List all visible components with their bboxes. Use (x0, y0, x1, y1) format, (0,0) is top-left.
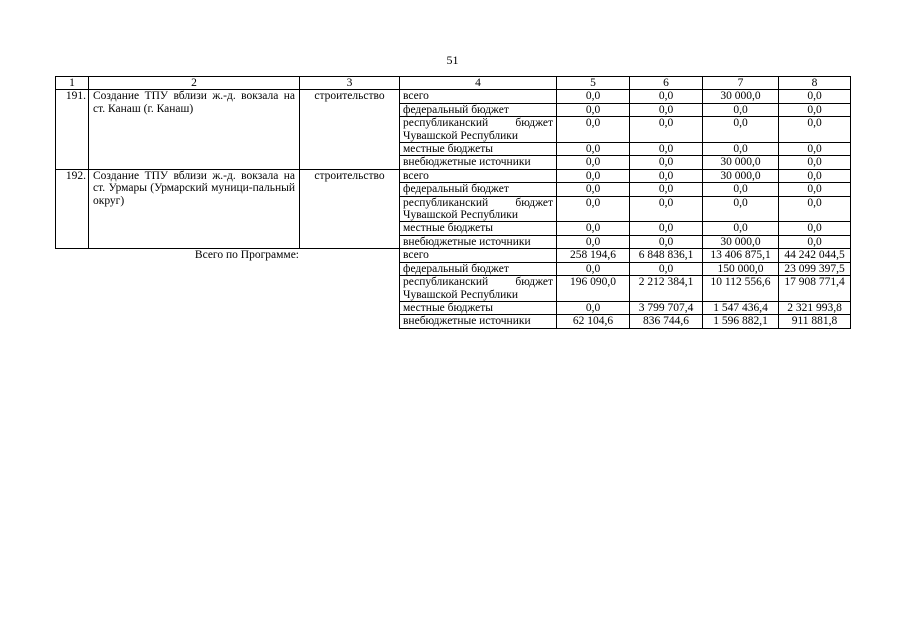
amount-cell: 0,0 (630, 156, 703, 169)
table-row (56, 249, 851, 262)
amount-cell: 911 881,8 (779, 315, 851, 328)
amount-cell: 0,0 (557, 117, 630, 143)
amount-cell: 0,0 (557, 103, 630, 116)
amount-cell: 0,0 (630, 196, 703, 222)
column-header: 4 (400, 77, 557, 90)
project-name: Создание ТПУ вблизи ж.-д. вокзала на ст. Урмары (Урмарский муници-пальный округ) (89, 169, 300, 248)
amount-cell: 0,0 (703, 143, 779, 156)
column-header: 1 (56, 77, 89, 90)
table-row (56, 90, 851, 103)
amount-cell: 0,0 (557, 169, 630, 182)
funding-source: внебюджетные источники (400, 315, 557, 328)
amount-cell: 0,0 (779, 90, 851, 103)
program-total-label: Всего по Программе: (56, 249, 400, 328)
funding-source: внебюджетные источники (400, 235, 557, 248)
column-header: 7 (703, 77, 779, 90)
amount-cell: 0,0 (703, 117, 779, 143)
funding-source: местные бюджеты (400, 143, 557, 156)
funding-source: всего (400, 249, 557, 262)
amount-cell: 0,0 (557, 183, 630, 196)
amount-cell: 17 908 771,4 (779, 276, 851, 302)
amount-cell: 196 090,0 (557, 276, 630, 302)
amount-cell: 0,0 (779, 196, 851, 222)
amount-cell: 0,0 (557, 156, 630, 169)
amount-cell: 0,0 (630, 235, 703, 248)
amount-cell: 0,0 (779, 183, 851, 196)
amount-cell: 30 000,0 (703, 90, 779, 103)
funding-source: местные бюджеты (400, 301, 557, 314)
funding-source: республиканский бюджет Чувашской Республики (400, 276, 557, 302)
page-number: 51 (446, 53, 459, 67)
amount-cell: 150 000,0 (703, 262, 779, 275)
funding-source: внебюджетные источники (400, 156, 557, 169)
amount-cell: 1 547 436,4 (703, 301, 779, 314)
header-row (56, 77, 851, 90)
amount-cell: 2 212 384,1 (630, 276, 703, 302)
amount-cell: 0,0 (779, 169, 851, 182)
amount-cell: 836 744,6 (630, 315, 703, 328)
amount-cell: 0,0 (630, 222, 703, 235)
amount-cell: 0,0 (557, 143, 630, 156)
amount-cell: 6 848 836,1 (630, 249, 703, 262)
amount-cell: 0,0 (779, 143, 851, 156)
column-header: 5 (557, 77, 630, 90)
amount-cell: 0,0 (779, 222, 851, 235)
project-number: 192. (56, 169, 89, 248)
amount-cell: 30 000,0 (703, 169, 779, 182)
funding-source: местные бюджеты (400, 222, 557, 235)
amount-cell: 0,0 (703, 196, 779, 222)
amount-cell: 0,0 (557, 90, 630, 103)
amount-cell: 0,0 (779, 117, 851, 143)
project-type: строительство (300, 90, 400, 169)
amount-cell: 3 799 707,4 (630, 301, 703, 314)
amount-cell: 0,0 (557, 235, 630, 248)
amount-cell: 0,0 (630, 90, 703, 103)
amount-cell: 0,0 (557, 222, 630, 235)
funding-source: федеральный бюджет (400, 103, 557, 116)
amount-cell: 13 406 875,1 (703, 249, 779, 262)
amount-cell: 0,0 (630, 262, 703, 275)
funding-source: федеральный бюджет (400, 183, 557, 196)
project-name: Создание ТПУ вблизи ж.-д. вокзала на ст. Канаш (г. Канаш) (89, 90, 300, 169)
funding-source: всего (400, 169, 557, 182)
table-row (56, 169, 851, 182)
amount-cell: 0,0 (779, 235, 851, 248)
amount-cell: 0,0 (779, 156, 851, 169)
amount-cell: 30 000,0 (703, 156, 779, 169)
column-header: 2 (89, 77, 300, 90)
amount-cell: 0,0 (630, 103, 703, 116)
amount-cell: 0,0 (703, 222, 779, 235)
amount-cell: 10 112 556,6 (703, 276, 779, 302)
project-type: строительство (300, 169, 400, 248)
amount-cell: 0,0 (703, 103, 779, 116)
program-funding-table (55, 76, 851, 329)
amount-cell: 0,0 (557, 301, 630, 314)
funding-source: республиканский бюджет Чувашской Республики (400, 196, 557, 222)
funding-source: всего (400, 90, 557, 103)
amount-cell: 1 596 882,1 (703, 315, 779, 328)
amount-cell: 0,0 (557, 196, 630, 222)
column-header: 8 (779, 77, 851, 90)
funding-source: республиканский бюджет Чувашской Республики (400, 117, 557, 143)
amount-cell: 62 104,6 (557, 315, 630, 328)
amount-cell: 30 000,0 (703, 235, 779, 248)
funding-source: федеральный бюджет (400, 262, 557, 275)
column-header: 6 (630, 77, 703, 90)
amount-cell: 0,0 (630, 143, 703, 156)
amount-cell: 23 099 397,5 (779, 262, 851, 275)
amount-cell: 0,0 (630, 117, 703, 143)
amount-cell: 258 194,6 (557, 249, 630, 262)
amount-cell: 0,0 (630, 169, 703, 182)
column-header: 3 (300, 77, 400, 90)
project-number: 191. (56, 90, 89, 169)
amount-cell: 44 242 044,5 (779, 249, 851, 262)
amount-cell: 0,0 (703, 183, 779, 196)
amount-cell: 0,0 (557, 262, 630, 275)
amount-cell: 0,0 (779, 103, 851, 116)
amount-cell: 2 321 993,8 (779, 301, 851, 314)
amount-cell: 0,0 (630, 183, 703, 196)
